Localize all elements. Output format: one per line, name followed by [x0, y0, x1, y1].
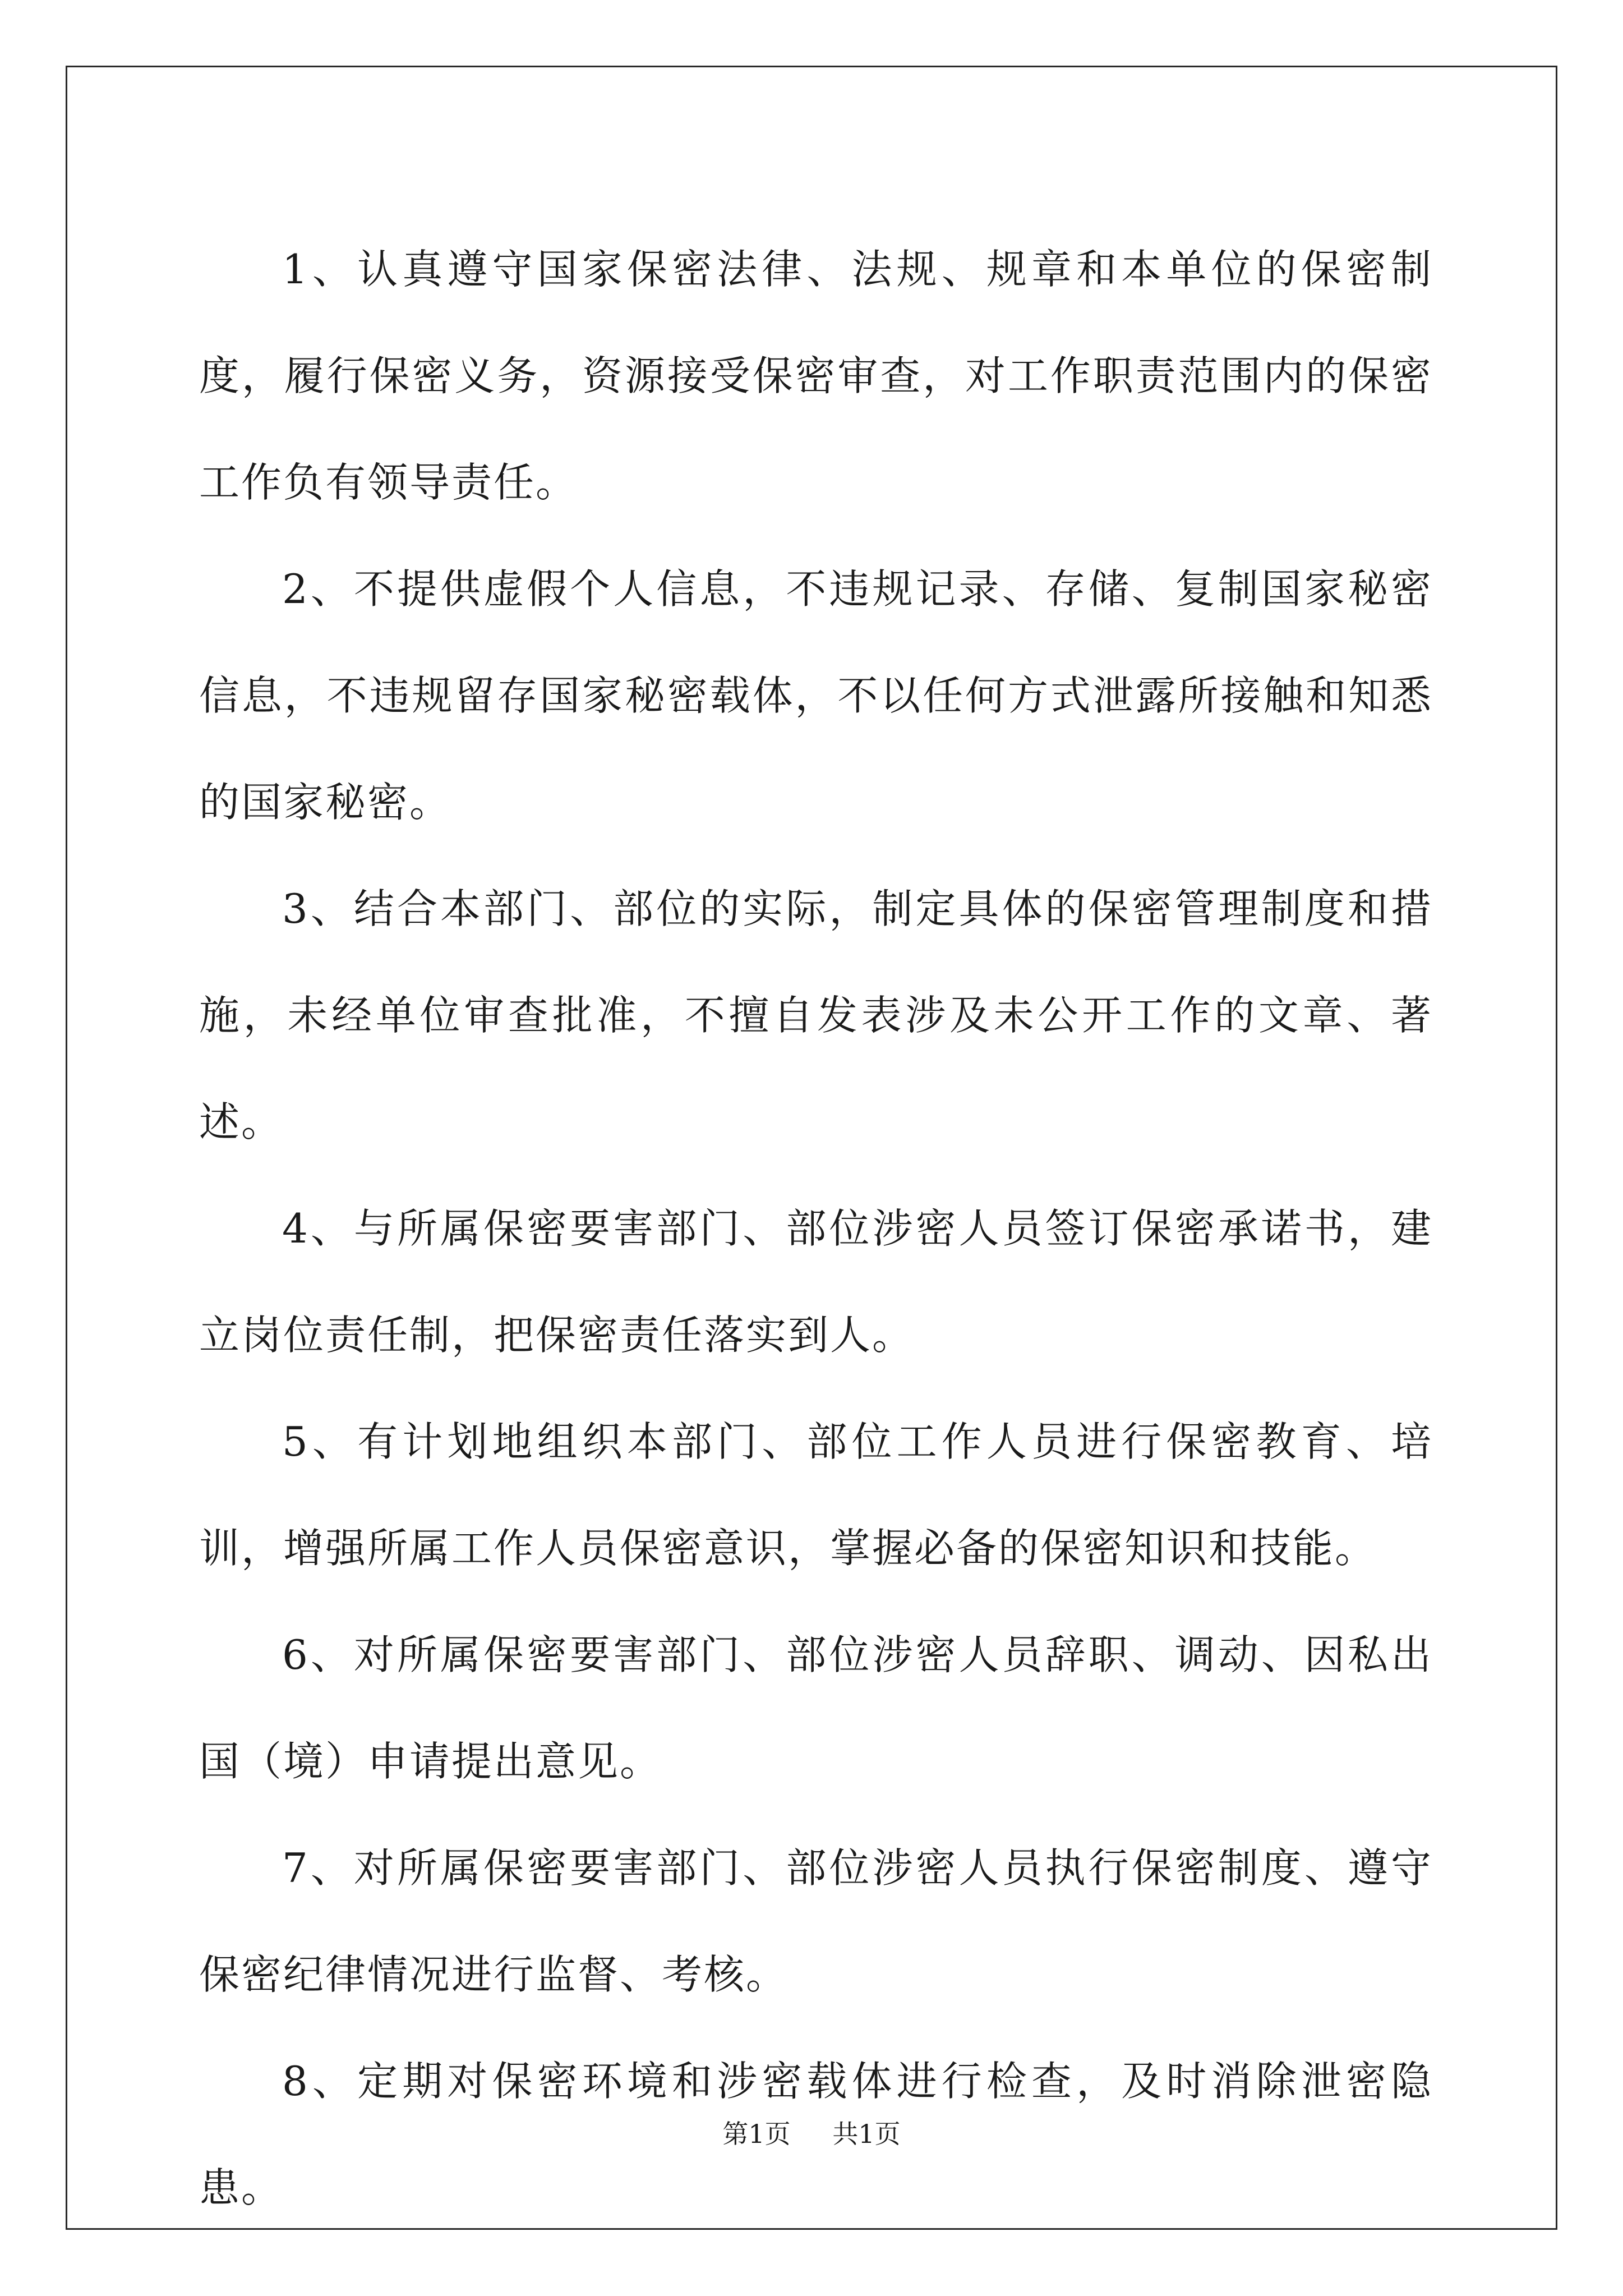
paragraph-1: 1、认真遵守国家保密法律、法规、规章和本单位的保密制度，履行保密义务，资源接受保密审查，对工作职责范围内的保密工作负有领导责任。: [199, 246, 1433, 506]
page-total: 共1页: [832, 2119, 901, 2149]
paragraph-4: 4、与所属保密要害部门、部位涉密人员签订保密承诺书，建立岗位责任制，把保密责任落实到人。: [199, 1205, 1433, 1359]
paragraph-5: 5、有计划地组织本部门、部位工作人员进行保密教育、培训，增强所属工作人员保密意识，掌握必备的保密知识和技能。: [199, 1418, 1433, 1572]
paragraph-6: 6、对所属保密要害部门、部位涉密人员辞职、调动、因私出国（境）申请提出意见。: [199, 1631, 1433, 1785]
paragraph-7: 7、对所属保密要害部门、部位涉密人员执行保密制度、遵守保密纪律情况进行监督、考核。: [199, 1844, 1433, 1998]
paragraph-8: 8、定期对保密环境和涉密载体进行检查，及时消除泄密隐患。: [199, 2058, 1433, 2211]
paragraph-2: 2、不提供虚假个人信息，不违规记录、存储、复制国家秘密信息，不违规留存国家秘密载体，不以任何方式泄露所接触和知悉的国家秘密。: [199, 565, 1433, 826]
page-number: 第1页: [722, 2119, 791, 2149]
document-body: [199, 216, 1433, 2241]
paragraph-3: 3、结合本部门、部位的实际，制定具体的保密管理制度和措施，未经单位审查批准，不擅自发表涉及未公开工作的文章、著述。: [199, 885, 1433, 1145]
page-footer: [0, 2114, 1623, 2151]
